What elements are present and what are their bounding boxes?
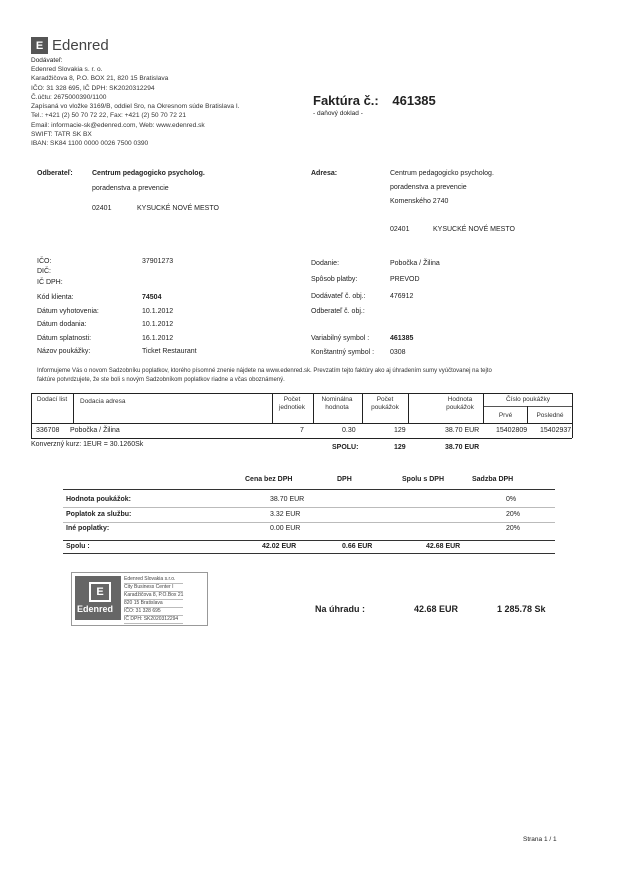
stamp-logo-icon [75, 576, 121, 620]
table-header-bottom-border [31, 423, 572, 424]
summary-row-sadzba: 20% [506, 511, 521, 518]
summary-top-line [63, 489, 555, 490]
payment-eur: 42.68 EUR [414, 604, 459, 614]
summary-total-spolu: 42.68 EUR [426, 543, 461, 550]
company-stamp [71, 572, 208, 626]
stamp-line: Edenred Slovakia s.r.o. [124, 576, 183, 584]
table-col-line [572, 393, 573, 438]
table-col-line [408, 393, 409, 423]
address-city: KYSUCKÉ NOVÉ MESTO [433, 226, 515, 233]
detail-value: 16.1.2012 [142, 335, 174, 342]
summary-row-sadzba: 0% [506, 496, 517, 503]
detail-value: 0308 [390, 349, 406, 356]
payment-sk: 1 285.78 Sk [497, 604, 546, 614]
detail-value: 37901273 [142, 258, 174, 265]
detail-label: Dodávateľ č. obj.: [311, 293, 366, 300]
cell-pocet-poukazok: 129 [394, 427, 406, 434]
detail-value: Ticket Restaurant [142, 348, 197, 355]
address-line2: poradenstva a prevencie [390, 184, 467, 191]
summary-total-label: Spolu : [66, 543, 90, 550]
stamp-text [124, 576, 183, 624]
summary-total-dph: 0.66 EUR [342, 543, 373, 550]
cell-posledne: 15402937 [540, 427, 572, 434]
detail-label: Dodanie: [311, 260, 340, 267]
fee-notice [37, 367, 492, 385]
summary-row-line [63, 522, 555, 523]
th-hodnota-poukazok: Hodnota poukážok [446, 396, 474, 411]
address-line1: Centrum pedagogicko psycholog. [390, 170, 494, 177]
table-top-border [31, 393, 572, 394]
table-col-line [73, 393, 74, 423]
stamp-line: IČ DPH: SK2020312294 [124, 616, 183, 624]
summary-total-bez: 42.02 EUR [262, 543, 297, 550]
supplier-block [31, 65, 240, 149]
supplier-line: Edenred Slovakia s. r. o. [31, 66, 103, 73]
summary-bottom-line [63, 553, 555, 554]
detail-label: Konštantný symbol : [311, 349, 375, 356]
detail-value: 10.1.2012 [142, 308, 174, 315]
detail-label: Názov poukážky: [37, 348, 91, 355]
customer-label: Odberateľ: [37, 170, 73, 177]
customer-city: KYSUCKÉ NOVÉ MESTO [137, 205, 219, 212]
th-cislo-poukazky: Číslo poukážky [505, 396, 551, 403]
detail-value: Pobočka / Žilina [390, 260, 440, 267]
cell-dodacia-adresa: Pobočka / Žilina [70, 427, 120, 434]
customer-name: Centrum pedagogicko psycholog. [92, 170, 205, 177]
detail-label: IČ DPH: [37, 279, 63, 286]
summary-row-sadzba: 20% [506, 525, 521, 532]
table-col-line [362, 393, 363, 423]
table-bottom-border [31, 438, 572, 439]
summary-row-label: Poplatok za službu: [66, 511, 132, 518]
address-line3: Komenského 2740 [390, 198, 449, 205]
spolu-label: SPOLU: [332, 444, 359, 451]
detail-value: PREVOD [390, 276, 420, 283]
detail-value: 10.1.2012 [142, 321, 174, 328]
detail-value: 74504 [142, 294, 162, 301]
customer-name2: poradenstva a prevencie [92, 185, 169, 192]
th-posledne: Posledné [536, 412, 564, 419]
detail-value: 476912 [390, 293, 414, 300]
summary-row-bez: 0.00 EUR [270, 525, 301, 532]
invoice-title [313, 93, 436, 108]
supplier-line: IBAN: SK84 1100 0000 0026 7500 0390 [31, 140, 149, 148]
stamp-line: 820 15 Bratislava [124, 600, 183, 608]
page-number: Strana 1 / 1 [523, 836, 557, 843]
supplier-line: Č.účtu: 2675000390/1100 [31, 93, 107, 101]
detail-label: Dátum dodania: [37, 321, 87, 328]
supplier-line: Tel.: +421 (2) 50 70 72 22, Fax: +421 (2) 50 70 72 21 [31, 112, 187, 120]
supplier-line: IČO: 31 328 695, IČ DPH: SK2020312294 [31, 84, 155, 92]
conversion-rate: Konverzný kurz: 1EUR = 30.1260Sk [31, 441, 144, 448]
detail-label: DIČ: [37, 268, 51, 275]
cell-hodnota-poukazok: 38.70 EUR [445, 427, 480, 434]
cell-pocet-jednotiek: 7 [300, 427, 304, 434]
fee-notice-line: Informujeme Vás o novom Sadzobníku poplatkov, ktorého písomné znenie nájdete na www.edenred.sk. Prevzatím tejto faktúry ako aj úhradením sumy vyúčtovanej na tejto [37, 368, 492, 374]
th-pocet-jednotiek: Počet jednotiek [278, 396, 306, 411]
table-col-line [272, 393, 273, 423]
stamp-line: Karadžičova 8, P.O.Box 21 [124, 592, 184, 598]
customer-zip: 02401 [92, 205, 112, 212]
supplier-line: Zapísaná vo vložke 3169/B, oddiel Sro, na Okresnom súde Bratislava I. [31, 103, 240, 111]
summary-row-label: Hodnota poukážok: [66, 496, 131, 503]
cell-nominalna-hodnota: 0.30 [342, 427, 356, 434]
th-nominalna-hodnota: Nominálna hodnota [321, 396, 353, 411]
stamp-line: City Business Center I [124, 584, 183, 592]
spolu-value: 38.70 EUR [445, 444, 480, 451]
stamp-logo-name: Edenred [77, 604, 114, 614]
cell-prve: 15402809 [496, 427, 528, 434]
stamp-logo-letter: E [89, 582, 111, 602]
summary-header-spolu-s-dph: Spolu s DPH [402, 476, 445, 483]
th-pocet-poukazok: Počet poukážok [371, 396, 399, 411]
summary-row-bez: 3.32 EUR [270, 511, 301, 518]
summary-row-line [63, 507, 555, 508]
invoice-number: 461385 [392, 93, 436, 108]
spolu-count: 129 [394, 444, 406, 451]
company-logo [31, 37, 109, 54]
supplier-line: Email: informacie-sk@edenred.com, Web: www.edenred.sk [31, 121, 205, 129]
fee-notice-line: faktúre potvrdzujete, že ste boli s novým Sadzobníkom poplatkov riadne a včas oboznámený. [37, 377, 285, 383]
invoice-title-label: Faktúra č.: [313, 93, 379, 108]
summary-total-line [63, 540, 555, 541]
supplier-line: Karadžičova 8, P.O. BOX 21, 820 15 Bratislava [31, 75, 169, 83]
th-dodacia-adresa: Dodacia adresa [80, 398, 126, 405]
supplier-label: Dodávateľ: [31, 57, 63, 64]
detail-label: Variabilný symbol : [311, 335, 370, 342]
detail-label: Odberateľ č. obj.: [311, 308, 365, 315]
payment-label: Na úhradu : [315, 604, 366, 614]
th-dodaci-list: Dodací list [36, 396, 68, 403]
address-label: Adresa: [311, 170, 338, 177]
summary-header-cena-bez-dph: Cena bez DPH [245, 476, 293, 483]
summary-row-label: Iné poplatky: [66, 525, 110, 532]
detail-label: Dátum splatnosti: [37, 335, 92, 342]
edenred-logo-icon: E [31, 37, 48, 54]
detail-value: 461385 [390, 335, 414, 342]
detail-label: Kód klienta: [37, 294, 74, 301]
stamp-line: IČO: 31 328 695 [124, 608, 183, 616]
summary-header-dph: DPH [337, 476, 352, 483]
detail-label: IČO: [37, 258, 52, 265]
summary-row-bez: 38.70 EUR [270, 496, 305, 503]
th-prve: Prvé [498, 412, 513, 419]
summary-header-sadzba: Sadzba DPH [472, 476, 514, 483]
company-logo-name: Edenred [52, 37, 109, 54]
detail-label: Spôsob platby: [311, 276, 358, 283]
supplier-line: SWIFT: TATR SK BX [31, 131, 92, 139]
invoice-subtitle: - daňový doklad - [313, 110, 363, 117]
cell-dodaci-list: 336708 [36, 427, 60, 434]
detail-label: Dátum vyhotovenia: [37, 308, 99, 315]
address-zip: 02401 [390, 226, 410, 233]
